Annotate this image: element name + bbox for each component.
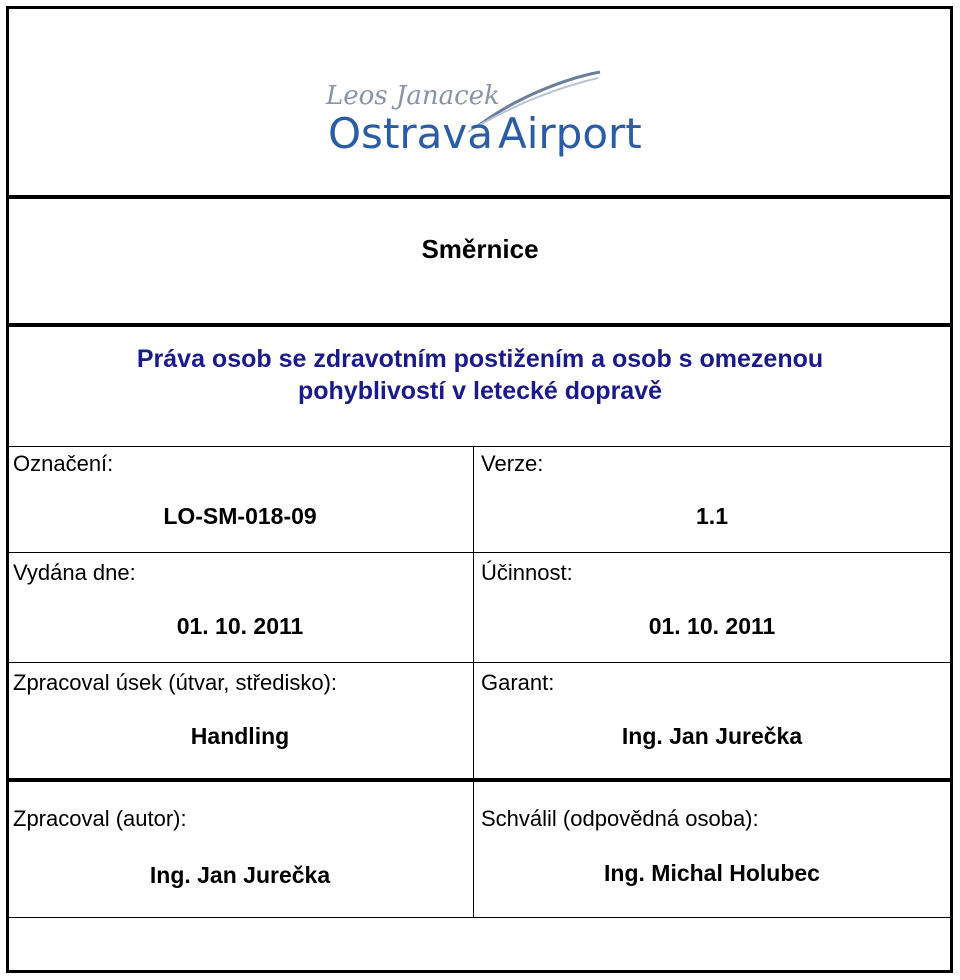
divider-logo	[6, 195, 953, 199]
divider-col-upper	[473, 446, 474, 779]
doc-title-line1: Práva osob se zdravotním postižením a osob s omezenou	[136, 345, 824, 373]
divider-row1	[6, 552, 953, 553]
guarantor-label: Garant:	[481, 670, 555, 695]
version-value: 1.1	[696, 503, 728, 529]
effective-value: 01. 10. 2011	[648, 613, 776, 639]
approved-value: Ing. Michal Holubec	[604, 860, 820, 886]
department-value: Handling	[190, 723, 290, 749]
logo-script-text: Leos Janacek	[326, 81, 500, 111]
logo-main-left: Ostrava	[328, 109, 494, 158]
author-value: Ing. Jan Jurečka	[149, 862, 331, 888]
designation-label: Označení:	[13, 451, 114, 476]
version-label: Verze:	[481, 451, 544, 476]
divider-title	[6, 446, 953, 447]
issued-value: 01. 10. 2011	[176, 613, 304, 639]
author-label: Zpracoval (autor):	[13, 806, 187, 831]
ostrava-airport-logo	[318, 66, 648, 162]
effective-label: Účinnost:	[481, 560, 573, 585]
approved-label: Schválil (odpovědná osoba):	[481, 806, 759, 831]
divider-row3	[6, 778, 953, 782]
divider-row4	[6, 917, 953, 918]
doc-title-line2: pohyblivostí v letecké dopravě	[297, 377, 663, 405]
logo-main-right: Airport	[498, 109, 642, 158]
logo-graphic	[318, 66, 648, 162]
department-label: Zpracoval úsek (útvar, středisko):	[13, 670, 338, 695]
divider-row2	[6, 662, 953, 663]
designation-value: LO-SM-018-09	[163, 503, 317, 529]
doc-type: Směrnice	[421, 234, 539, 264]
divider-col-lower	[473, 782, 474, 918]
issued-label: Vydána dne:	[13, 560, 136, 585]
guarantor-value: Ing. Jan Jurečka	[621, 723, 803, 749]
divider-doc-type	[6, 323, 953, 327]
